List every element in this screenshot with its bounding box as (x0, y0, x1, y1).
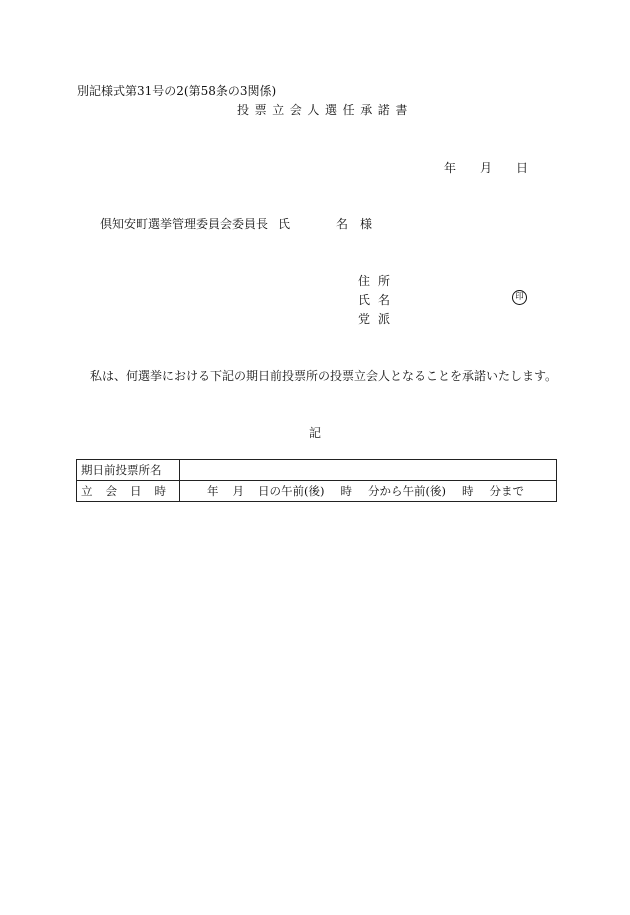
consent-statement: 私は、何選挙における下記の期日前投票所の投票立会人となることを承諾いたします。 (90, 369, 558, 383)
attend-day-from: 日の午前(後) (258, 484, 325, 498)
seal-mark-icon: 印 (512, 290, 527, 305)
addressee-shi: 氏 (278, 217, 291, 231)
table-row (77, 481, 557, 502)
date-day-label: 日 (516, 161, 529, 175)
name-label: 氏名 (358, 293, 399, 307)
attendance-datetime-value (180, 481, 557, 502)
date-year-label: 年 (444, 161, 457, 175)
date-line (444, 162, 528, 174)
polling-place-label: 期日前投票所名 (77, 460, 180, 481)
attend-minute-to: 分まで (489, 484, 524, 498)
form-reference: 別記様式第31号の2(第58条の3関係) (77, 84, 277, 98)
attend-month: 月 (232, 484, 244, 498)
addressee-line (100, 218, 372, 230)
addressee-mei: 名 (336, 217, 349, 231)
ki-heading: 記 (309, 426, 322, 440)
addressee-organization: 倶知安町選挙管理委員会委員長 (100, 217, 269, 231)
attend-year: 年 (207, 484, 219, 498)
date-month-label: 月 (480, 161, 493, 175)
attendance-datetime-label: 立会日時 (81, 484, 179, 498)
polling-place-value (180, 460, 557, 481)
address-label: 住所 (358, 274, 399, 288)
polling-info-table (76, 459, 557, 502)
attendance-datetime-label-cell (77, 481, 180, 502)
attend-hour-to: 時 (461, 484, 474, 498)
document-title: 投票立会人選任承諾書 (237, 103, 414, 117)
attend-hour-from: 時 (340, 484, 352, 498)
party-label: 党派 (358, 312, 399, 326)
table-row (77, 460, 557, 481)
addressee-honorific: 様 (360, 217, 373, 231)
attend-minute-from: 分から午前(後) (367, 484, 446, 498)
